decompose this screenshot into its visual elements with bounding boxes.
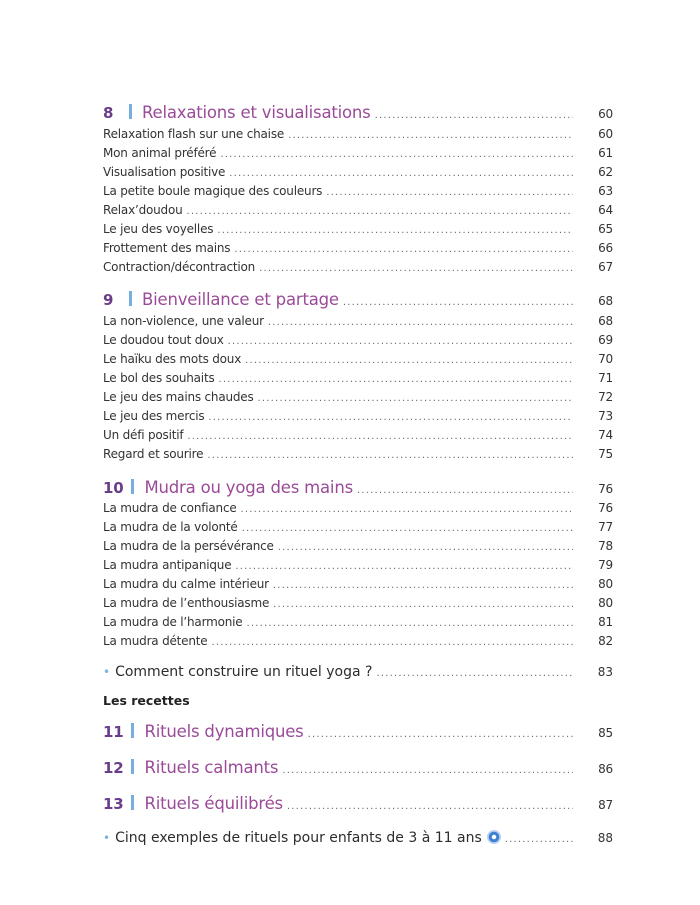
page-number: 88: [597, 831, 613, 845]
toc-entry[interactable]: [103, 333, 613, 352]
page-number: 80: [598, 577, 613, 591]
leader-dots: [246, 618, 573, 629]
page-number: 77: [598, 520, 613, 534]
page-number: 73: [598, 409, 613, 423]
page-number: 65: [598, 222, 613, 236]
chapter-title: Relaxations et visualisations: [142, 103, 371, 122]
leader-dots: [273, 580, 573, 591]
chapter-8-entries: [103, 127, 613, 279]
toc-entry[interactable]: [103, 222, 613, 241]
entry-label: Un défi positif: [103, 428, 184, 442]
entry-label: La mudra de la persévérance: [103, 539, 274, 553]
toc-entry[interactable]: [103, 501, 613, 520]
chapter-bar: [131, 759, 134, 774]
leader-dots: [220, 149, 573, 160]
page-number: 71: [598, 371, 613, 385]
chapter-title: Rituels équilibrés: [144, 794, 283, 813]
toc-entry[interactable]: [103, 184, 613, 203]
leader-dots: [259, 263, 573, 274]
toc-entry[interactable]: [103, 428, 613, 447]
leader-dots: [326, 187, 573, 198]
entry-label: La mudra détente: [103, 634, 208, 648]
page-number: 80: [598, 596, 613, 610]
bullet-dot: •: [103, 665, 111, 679]
page-number: 61: [598, 146, 613, 160]
toc-entry[interactable]: [103, 558, 613, 577]
chapter-bar: [129, 104, 132, 119]
toc-entry[interactable]: [103, 371, 613, 390]
chapter-number: 10: [103, 479, 124, 497]
entry-label: Contraction/décontraction: [103, 260, 256, 274]
leader-dots: [376, 668, 573, 679]
leader-dots: [219, 374, 574, 385]
toc-entry[interactable]: [103, 127, 613, 146]
bullet-label: Comment construire un rituel yoga ?: [115, 664, 373, 680]
page-number: 72: [598, 390, 613, 404]
toc-entry[interactable]: [103, 520, 613, 539]
chapter-bar: [129, 291, 132, 306]
chapter-bar: [131, 795, 134, 810]
entry-label: Regard et sourire: [103, 447, 204, 461]
page-number: 78: [598, 539, 613, 553]
page-number: 67: [598, 260, 613, 274]
leader-dots: [343, 297, 573, 308]
page-number: 82: [598, 634, 613, 648]
leader-dots: [273, 599, 573, 610]
toc-entry[interactable]: [103, 577, 613, 596]
page-number: 64: [598, 203, 613, 217]
entry-label: La mudra de l’enthousiasme: [103, 596, 270, 610]
page-number: 81: [598, 615, 613, 629]
leader-dots: [207, 450, 573, 461]
entry-label: Visualisation positive: [103, 165, 226, 179]
chapter-number: 8: [103, 104, 114, 122]
leader-dots: [229, 168, 573, 179]
leader-dots: [187, 206, 573, 217]
chapter-title: Mudra ou yoga des mains: [144, 478, 353, 497]
chapter-11-heading[interactable]: [103, 722, 613, 741]
page-number: 87: [598, 798, 613, 812]
entry-label: La mudra antipanique: [103, 558, 232, 572]
page-number: 62: [598, 165, 613, 179]
entry-label: Le jeu des mains chaudes: [103, 390, 254, 404]
leader-dots: [242, 523, 573, 534]
toc-entry[interactable]: [103, 634, 613, 653]
leader-dots: [217, 225, 573, 236]
leader-dots: [234, 244, 573, 255]
leader-dots: [241, 504, 573, 515]
entry-label: La mudra du calme intérieur: [103, 577, 269, 591]
chapter-title: Bienveillance et partage: [142, 290, 339, 309]
bullet-label: Cinq exemples de rituels pour enfants de 3 à 11 ans: [115, 830, 482, 846]
page-number: 74: [598, 428, 613, 442]
toc-entry[interactable]: [103, 165, 613, 184]
page-number: 66: [598, 241, 613, 255]
leader-dots: [505, 834, 573, 845]
page-number: 60: [598, 127, 613, 141]
page-number: 83: [597, 665, 613, 679]
leader-dots: [258, 393, 573, 404]
toc-entry[interactable]: [103, 146, 613, 165]
chapter-8-heading[interactable]: [103, 103, 613, 122]
toc-entry[interactable]: [103, 409, 613, 428]
leader-dots: [187, 431, 573, 442]
leader-dots: [268, 317, 573, 328]
page-number: 68: [598, 314, 613, 328]
toc-entry[interactable]: [103, 615, 613, 634]
leader-dots: [287, 801, 573, 812]
page-number: 60: [598, 107, 613, 121]
entry-label: La mudra de la volonté: [103, 520, 238, 534]
chapter-number: 11: [103, 723, 124, 741]
entry-label: Relax’doudou: [103, 203, 183, 217]
chapter-10-heading[interactable]: [103, 478, 613, 497]
toc-entry[interactable]: [103, 314, 613, 333]
leader-dots: [308, 729, 573, 740]
page-number: 70: [598, 352, 613, 366]
chapter-10-entries: [103, 501, 613, 653]
chapter-number: 9: [103, 291, 114, 309]
entry-label: Mon animal préféré: [103, 146, 217, 160]
toc-entry[interactable]: [103, 352, 613, 371]
entry-label: Le haïku des mots doux: [103, 352, 242, 366]
chapter-number: 12: [103, 759, 124, 777]
leader-dots: [282, 765, 573, 776]
entry-label: La petite boule magique des couleurs: [103, 184, 323, 198]
toc-entry[interactable]: [103, 260, 613, 279]
chapter-number: 13: [103, 795, 124, 813]
entry-label: La non-violence, une valeur: [103, 314, 264, 328]
entry-label: Le bol des souhaits: [103, 371, 215, 385]
leader-dots: [211, 637, 573, 648]
leader-dots: [357, 485, 573, 496]
leader-dots: [278, 542, 573, 553]
chapter-12-heading[interactable]: [103, 758, 613, 777]
entry-label: Relaxation flash sur une chaise: [103, 127, 285, 141]
chapter-9-heading[interactable]: [103, 290, 613, 309]
toc-entry[interactable]: [103, 241, 613, 260]
chapter-9-entries: [103, 314, 613, 466]
chapter-bar: [131, 479, 134, 494]
toc-entry[interactable]: [103, 203, 613, 222]
cd-icon: [487, 830, 501, 844]
page-number: 63: [598, 184, 613, 198]
leader-dots: [228, 336, 573, 347]
toc-entry[interactable]: [103, 539, 613, 558]
chapter-title: Rituels dynamiques: [144, 722, 304, 741]
page-number: 75: [598, 447, 613, 461]
page-number: 76: [598, 482, 613, 496]
page-number: 76: [598, 501, 613, 515]
leader-dots: [288, 130, 573, 141]
page-number: 69: [598, 333, 613, 347]
leader-dots: [375, 110, 573, 121]
leader-dots: [208, 412, 573, 423]
toc-entry[interactable]: [103, 390, 613, 409]
rituel-yoga-entry[interactable]: [103, 664, 613, 680]
entry-label: La mudra de l’harmonie: [103, 615, 243, 629]
page-number: 85: [598, 726, 613, 740]
bullet-dot: •: [103, 831, 111, 845]
chapter-13-heading[interactable]: [103, 794, 613, 813]
toc-entry[interactable]: [103, 447, 613, 466]
cinq-exemples-entry[interactable]: [103, 830, 613, 846]
chapter-title: Rituels calmants: [144, 758, 279, 777]
entry-label: La mudra de confiance: [103, 501, 237, 515]
chapter-bar: [131, 723, 134, 738]
entry-label: Le jeu des mercis: [103, 409, 205, 423]
page-number: 79: [598, 558, 613, 572]
leader-dots: [235, 561, 573, 572]
page-number: 86: [598, 762, 613, 776]
page-number: 68: [598, 294, 613, 308]
leader-dots: [245, 355, 573, 366]
entry-label: Frottement des mains: [103, 241, 231, 255]
entry-label: Le jeu des voyelles: [103, 222, 214, 236]
entry-label: Le doudou tout doux: [103, 333, 224, 347]
toc-entry[interactable]: [103, 596, 613, 615]
recettes-heading: Les recettes: [103, 693, 190, 708]
